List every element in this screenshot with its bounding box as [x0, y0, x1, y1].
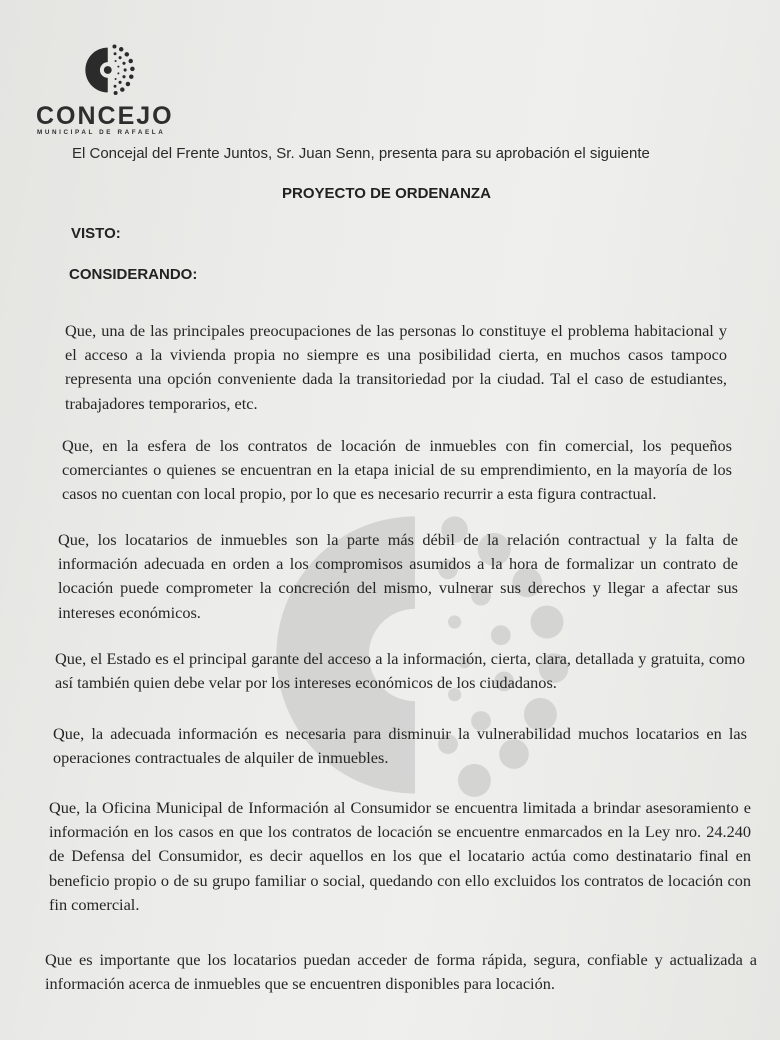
paragraph-4: Que, el Estado es el principal garante del acceso a la información, cierta, clara, detallada y gratuita, como así también quien debe velar por los intereses económicos de los ciudadanos.: [55, 649, 745, 693]
concejo-dot-circle-logo-icon: [82, 42, 138, 98]
paragraph-6: Que, la Oficina Municipal de Información al Consumidor se encuentra limitada a brindar asesoramiento e información en los casos en que los contratos de locación se encuentre enmarcados en la Ley nro. 24.240 de Defensa del Consumidor, es decir aquellos en los que el locatario actúa como destinatario final en beneficio propio o de su grupo familiar o social, quedando con ello excluidos los contratos de locación con fin comercial.: [49, 798, 751, 914]
heading-visto: VISTO:: [71, 225, 121, 242]
paragraph-3: Que, los locatarios de inmuebles son la parte más débil de la relación contractual y la falta de información adecuada en orden a los compromisos asumidos a la hora de formalizar un contrato de locación puede comprometer la concreción del mismo, vulnerar sus derechos y llegar a afectar sus intereses económicos.: [58, 530, 738, 622]
paragraph-5: Que, la adecuada información es necesaria para disminuir la vulnerabilidad muchos locatarios en las operaciones contractuales de alquiler de inmuebles.: [53, 724, 747, 768]
heading-considerando: CONSIDERANDO:: [69, 266, 198, 283]
intro-line: El Concejal del Frente Juntos, Sr. Juan Senn, presenta para su aprobación el siguiente: [72, 145, 650, 162]
paragraph-2: Que, en la esfera de los contratos de locación de inmuebles con fin comercial, los pequeños comerciantes o quienes se encuentran en la etapa inicial de su emprendimiento, en la mayoría de los casos no cuentan con local propio, por lo que es necesario recurrir a esta figura contractual.: [62, 436, 732, 504]
document-title: PROYECTO DE ORDENANZA: [282, 185, 491, 202]
logo-name: CONCEJO: [36, 102, 174, 130]
paragraph-7: Que es importante que los locatarios puedan acceder de forma rápida, segura, confiable y actualizada a información acerca de inmuebles que se encuentren disponibles para locación.: [45, 950, 757, 994]
paragraph-1: Que, una de las principales preocupaciones de las personas lo constituye el problema habitacional y el acceso a la vivienda propia no siempre es una posibilidad cierta, en muchos casos tampoco representa una opción conveniente dada la transitoriedad por la ciudad. Tal el caso de estudiantes, trabajadores temporarios, etc.: [65, 321, 727, 413]
logo-subtitle: MUNICIPAL DE RAFAELA: [37, 129, 166, 136]
